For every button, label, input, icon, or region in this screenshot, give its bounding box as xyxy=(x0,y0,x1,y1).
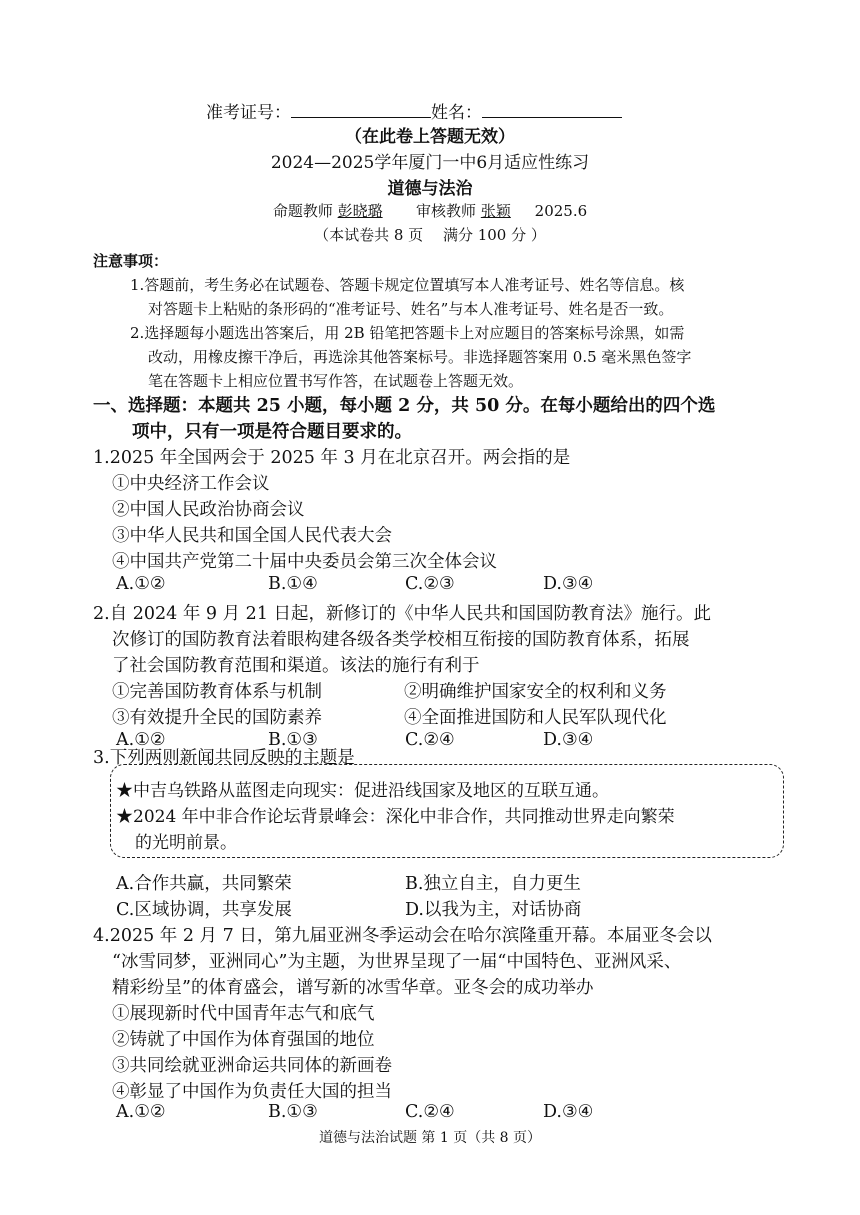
news-item: ★中吉乌铁路从蓝图走向现实：促进沿线国家及地区的互联互通。 xyxy=(116,781,609,801)
question-item: ③共同绘就亚洲命运共同体的新画卷 xyxy=(112,1056,392,1076)
question-stem: 3.下列两则新闻共同反映的主题是 xyxy=(93,748,355,768)
option-d[interactable]: D.③④ xyxy=(543,574,594,594)
question-item: ③中华人民共和国全国人民代表大会 xyxy=(112,526,392,546)
teacher-line xyxy=(0,200,860,221)
notice-item: 改动，用橡皮擦干净后，再选涂其他答案标号。非选择题答案用 0.5 毫米黑色签字 xyxy=(148,348,692,366)
option-b[interactable]: B.①③ xyxy=(268,1102,318,1122)
proposer-name: 彭晓璐 xyxy=(337,202,383,220)
option-c[interactable]: C.②③ xyxy=(405,574,455,594)
proposer-label: 命题教师 xyxy=(272,202,333,220)
news-item: 的光明前景。 xyxy=(135,833,237,853)
question-stem: 1.2025 年全国两会于 2025 年 3 月在北京召开。两会指的是 xyxy=(93,448,571,468)
option-d[interactable]: D.③④ xyxy=(543,730,594,750)
notice-title: 注意事项： xyxy=(93,252,169,270)
question-item: ①展现新时代中国青年志气和底气 xyxy=(112,1004,375,1024)
reviewer-name: 张颖 xyxy=(480,202,511,220)
section-heading: 项中，只有一项是符合题目要求的。 xyxy=(132,422,412,442)
no-answer-note: （在此卷上答题无效） xyxy=(345,127,515,147)
question-item: ②中国人民政治协商会议 xyxy=(112,500,305,520)
news-item: ★2024 年中非合作论坛背景峰会：深化中非合作，共同推动世界走向繁荣 xyxy=(116,807,675,827)
name-blank[interactable] xyxy=(482,99,622,118)
option-a[interactable]: A.合作共赢，共同繁荣 xyxy=(116,874,292,894)
reviewer-label: 审核教师 xyxy=(416,202,477,220)
question-item: ②明确维护国家安全的权利和义务 xyxy=(404,682,667,702)
question-stem: 4.2025 年 2 月 7 日，第九届亚洲冬季运动会在哈尔滨隆重开幕。本届亚冬会以 xyxy=(93,926,712,946)
exam-id-field xyxy=(206,98,622,123)
question-item: ④全面推进国防和人民军队现代化 xyxy=(404,708,667,728)
option-c[interactable]: C.区域协调，共享发展 xyxy=(116,900,292,920)
option-c[interactable]: C.②④ xyxy=(405,1102,455,1122)
option-b[interactable]: B.①④ xyxy=(268,574,318,594)
option-a[interactable]: A.①② xyxy=(116,730,166,750)
option-a[interactable]: A.①② xyxy=(116,1102,166,1122)
exam-id-label: 准考证号： xyxy=(206,103,291,123)
notice-item: 对答题卡上粘贴的条形码的“准考证号、姓名”与本人准考证号、姓名是否一致。 xyxy=(148,300,674,318)
option-c[interactable]: C.②④ xyxy=(405,730,455,750)
question-item: ①完善国防教育体系与机制 xyxy=(112,682,322,702)
question-item: ④中国共产党第二十届中央委员会第三次全体会议 xyxy=(112,552,497,572)
section-heading: 一、选择题：本题共 25 小题，每小题 2 分，共 50 分。在每小题给出的四个选 xyxy=(93,396,716,416)
paper-info: （本试卷共 8 页 满分 100 分 ） xyxy=(314,226,546,244)
question-stem: 精彩纷呈”的体育盛会，谱写新的冰雪华章。亚冬会的成功举办 xyxy=(112,978,594,998)
option-b[interactable]: B.独立自主，自力更生 xyxy=(405,874,581,894)
question-stem: 了社会国防教育范围和渠道。该法的施行有利于 xyxy=(112,656,480,676)
notice-item: 1.答题前，考生务必在试题卷、答题卡规定位置填写本人准考证号、姓名等信息。核 xyxy=(130,276,685,294)
question-item: ④彰显了中国作为负责任大国的担当 xyxy=(112,1082,392,1102)
question-item: ②铸就了中国作为体育强国的地位 xyxy=(112,1030,375,1050)
question-item: ①中央经济工作会议 xyxy=(112,474,270,494)
exam-title: 2024—2025学年厦门一中6月适应性练习 xyxy=(270,153,590,173)
question-stem: 次修订的国防教育法着眼构建各级各类学校相互衔接的国防教育体系，拓展 xyxy=(112,630,690,650)
page-footer: 道德与法治试题 第 1 页（共 8 页） xyxy=(318,1130,542,1146)
question-stem: “冰雪同梦，亚洲同心”为主题，为世界呈现了一届“中国特色、亚洲风采、 xyxy=(112,952,682,972)
subject-title: 道德与法治 xyxy=(387,179,473,199)
question-stem: 2.自 2024 年 9 月 21 日起，新修订的《中华人民共和国国防教育法》施行。此 xyxy=(93,604,712,624)
exam-date: 2025.6 xyxy=(534,202,588,220)
option-d[interactable]: D.以我为主，对话协商 xyxy=(405,900,582,920)
name-label: 姓名： xyxy=(431,103,482,123)
notice-item: 2.选择题每小题选出答案后，用 2B 铅笔把答题卡上对应题目的答案标号涂黑，如需 xyxy=(130,324,685,342)
option-d[interactable]: D.③④ xyxy=(543,1102,594,1122)
question-item: ③有效提升全民的国防素养 xyxy=(112,708,322,728)
notice-item: 笔在答题卡上相应位置书写作答，在试题卷上答题无效。 xyxy=(148,372,524,390)
option-a[interactable]: A.①② xyxy=(116,574,166,594)
exam-id-blank[interactable] xyxy=(291,99,431,118)
option-b[interactable]: B.①③ xyxy=(268,730,318,750)
